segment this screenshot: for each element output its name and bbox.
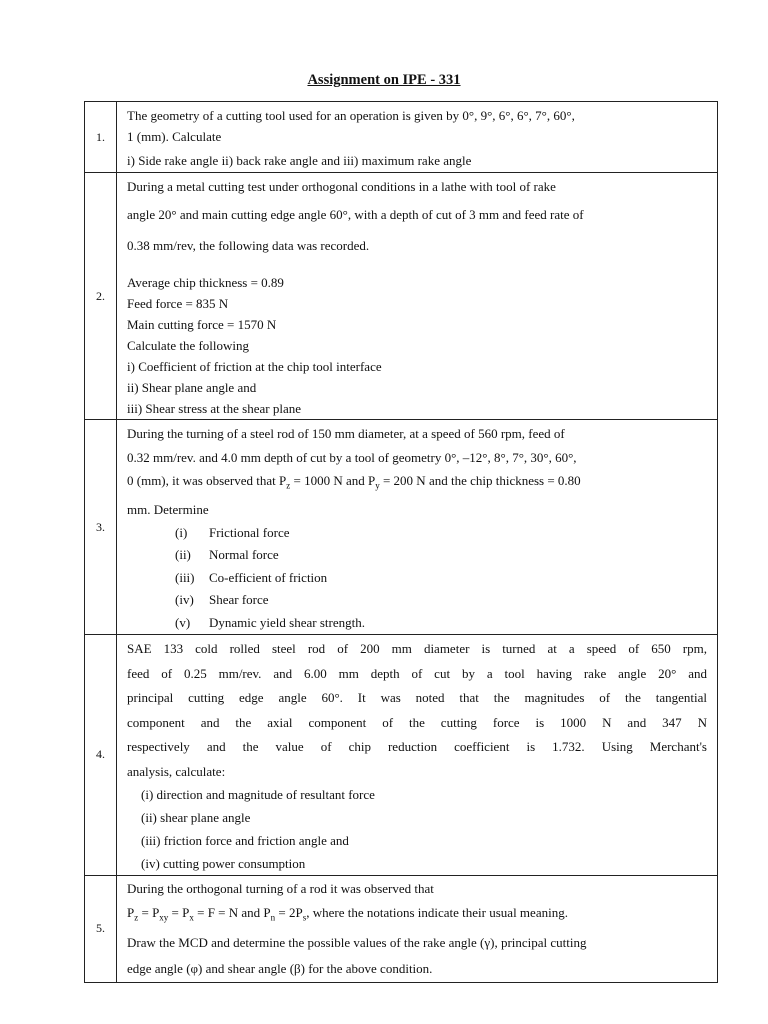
question-number: 2.	[85, 173, 117, 420]
question-line: iii) Shear stress at the shear plane	[127, 401, 301, 416]
question-line: principal cutting edge angle 60°. It was noted that the magnitudes of the tangential	[127, 690, 707, 706]
question-line: 0.38 mm/rev, the following data was recorded.	[127, 238, 370, 253]
assignment-table	[84, 101, 718, 983]
question-line: Calculate the following	[127, 338, 250, 353]
question-line: SAE 133 cold rolled steel rod of 200 mm diameter is turned at a speed of 650 rpm,	[127, 641, 707, 657]
question-row-5	[85, 875, 718, 983]
list-item: (ii) Normal force	[175, 547, 279, 563]
question-line: Feed force = 835 N	[127, 296, 229, 311]
question-line: Draw the MCD and determine the possible values of the rake angle (γ), principal cutting	[127, 935, 587, 951]
question-line: Main cutting force = 1570 N	[127, 317, 277, 332]
question-line: component and the axial component of the cutting force is 1000 N and 347 N	[127, 714, 707, 730]
question-line: During the turning of a steel rod of 150 mm diameter, at a speed of 560 rpm, feed of	[127, 426, 565, 441]
question-body	[117, 173, 718, 420]
list-item: (i) Frictional force	[175, 524, 290, 540]
question-row-4	[85, 635, 718, 876]
question-line: The geometry of a cutting tool used for an operation is given by 0°, 9°, 6°, 6°, 7°, 60°,	[127, 108, 575, 123]
question-line: During the orthogonal turning of a rod it was observed that	[127, 880, 434, 896]
list-item: (iv) cutting power consumption	[141, 855, 306, 871]
question-line: i) Side rake angle ii) back rake angle and iii) maximum rake angle	[127, 153, 472, 168]
list-item: (i) direction and magnitude of resultant force	[141, 786, 375, 802]
question-line: edge angle (φ) and shear angle (β) for the above condition.	[127, 961, 433, 977]
question-body	[117, 102, 718, 173]
question-number: 5.	[85, 875, 117, 983]
question-line: ii) Shear plane angle and	[127, 380, 257, 395]
question-line: 0.32 mm/rev. and 4.0 mm depth of cut by a tool of geometry 0°, –12°, 8°, 7°, 30°, 60°,	[127, 449, 577, 465]
question-line: During a metal cutting test under orthogonal conditions in a lathe with tool of rake	[127, 179, 556, 194]
question-body	[117, 875, 718, 983]
list-item: (v) Dynamic yield shear strength.	[175, 614, 365, 630]
question-line: $P_z = P_{xy} = P_x = F = N$ and $P_n = 2P_s$, where the notations indicate their usual meaning.	[127, 904, 568, 923]
list-item: (iv) Shear force	[175, 592, 269, 608]
question-row-1	[85, 102, 718, 173]
question-line: feed of 0.25 mm/rev. and 6.00 mm depth of cut by a tool having rake angle 20° and	[127, 665, 707, 681]
question-body	[117, 635, 718, 876]
question-line: mm. Determine	[127, 502, 209, 518]
question-line: i) Coefficient of friction at the chip tool interface	[127, 359, 382, 374]
list-item: (iii) friction force and friction angle and	[141, 832, 349, 848]
question-number: 4.	[85, 635, 117, 876]
question-number: 1.	[85, 102, 117, 173]
question-body	[117, 420, 718, 635]
question-row-3	[85, 420, 718, 635]
question-line: angle 20° and main cutting edge angle 60°, with a depth of cut of 3 mm and feed rate of	[127, 207, 584, 222]
question-line: 1 (mm). Calculate	[127, 129, 222, 144]
list-item: (ii) shear plane angle	[141, 809, 251, 825]
list-item: (iii) Co-efficient of friction	[175, 569, 328, 585]
page-title: Assignment on IPE - 331	[307, 72, 461, 88]
question-line: analysis, calculate:	[127, 763, 226, 779]
question-line: Average chip thickness = 0.89	[127, 275, 284, 290]
question-line: 0 (mm), it was observed that $P_z = 1000$ N and $P_y = 200$ N and the chip thickness = 0.80	[127, 473, 581, 491]
question-row-2	[85, 173, 718, 420]
question-line: respectively and the value of chip reduction coefficient is 1.732. Using Merchant's	[127, 739, 707, 755]
question-number: 3.	[85, 420, 117, 635]
